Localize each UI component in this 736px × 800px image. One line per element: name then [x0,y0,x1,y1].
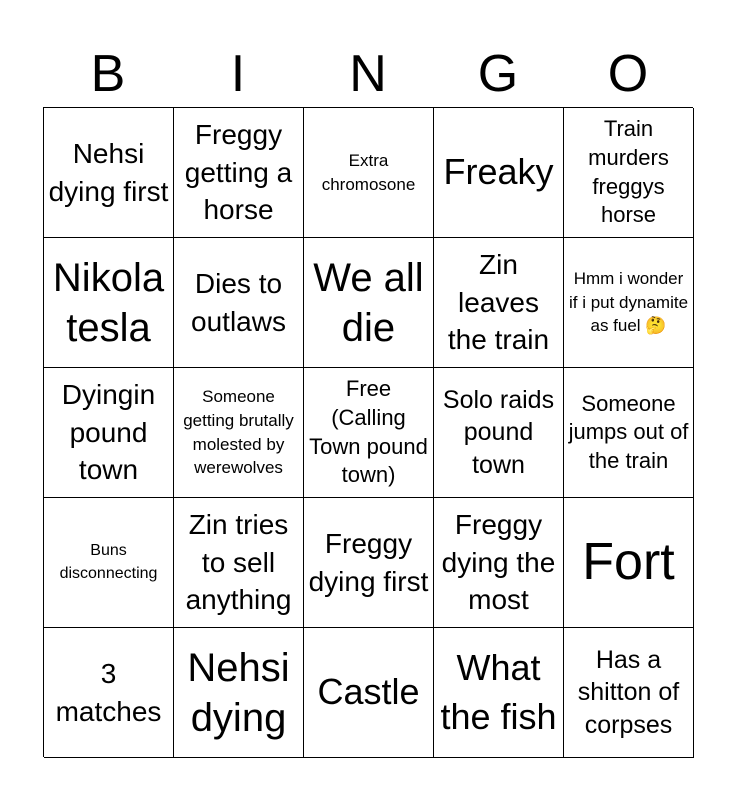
bingo-cell[interactable] [44,238,174,368]
bingo-cell-text: Has a shitton of corpses [577,645,680,739]
bingo-cell-text: 3 matches [55,657,162,727]
bingo-cell[interactable] [564,498,694,628]
bingo-cell[interactable] [304,108,434,238]
bingo-cell-text: Zin leaves the train [447,248,550,356]
bingo-cell-text: Fort [582,533,675,592]
header-letter-i: I [230,45,246,103]
bingo-cell-text: Nehsi dying [187,645,290,740]
bingo-header [43,42,693,106]
bingo-cell[interactable] [44,628,174,758]
bingo-board [43,107,693,757]
bingo-cell-text: What the fish [440,646,557,737]
bingo-cell[interactable] [564,628,694,758]
bingo-cell[interactable] [44,498,174,628]
bingo-cell[interactable] [564,368,694,498]
header-letter-b: B [90,45,126,103]
header-letter-n: N [349,45,387,103]
bingo-cell[interactable] [44,108,174,238]
bingo-cell[interactable] [304,238,434,368]
bingo-cell[interactable] [304,498,434,628]
bingo-cell-text: Freaky [443,151,554,193]
bingo-cell-text: Freggy dying first [308,527,429,597]
bingo-cell-text: Freggy dying the most [441,508,556,616]
bingo-cell[interactable] [434,368,564,498]
bingo-cell[interactable] [564,108,694,238]
bingo-cell[interactable] [304,628,434,758]
bingo-cell-text: Zin tries to sell anything [185,508,292,616]
bingo-cell-text: Dies to outlaws [191,267,286,337]
bingo-cell[interactable] [434,238,564,368]
bingo-cell[interactable] [174,628,304,758]
bingo-cell[interactable] [174,368,304,498]
bingo-cell[interactable] [434,628,564,758]
bingo-cell-text: Free (Calling Town pound town) [309,376,428,488]
bingo-cell[interactable] [564,238,694,368]
bingo-cell-text: Buns disconnecting [59,542,158,582]
bingo-cell-text: Solo raids pound town [442,385,555,479]
bingo-cell[interactable] [44,368,174,498]
bingo-cell[interactable] [174,108,304,238]
bingo-cell-text: Nehsi dying first [48,137,169,207]
bingo-cell-text: Someone jumps out of the train [568,390,689,473]
bingo-cell[interactable] [434,108,564,238]
bingo-cell-text: Extra chromosone [321,150,416,194]
bingo-cell-text: Nikola tesla [52,255,165,350]
bingo-cell[interactable] [304,368,434,498]
bingo-cell-text: Someone getting brutally molested by werewolves [183,386,294,478]
bingo-cell-text: We all die [313,255,424,350]
bingo-cell[interactable] [174,238,304,368]
bingo-cell[interactable] [174,498,304,628]
bingo-cell[interactable] [434,498,564,628]
bingo-cell-text: Dyingin pound town [61,378,156,486]
header-letter-g: G [477,45,519,103]
bingo-cell-text: Train murders freggys horse [588,116,669,228]
bingo-cell-text: Hmm i wonder if i put dynamite as fuel 🤔 [568,268,689,336]
bingo-cell-text: Freggy getting a horse [184,118,293,226]
header-letter-o: O [607,45,649,103]
bingo-cell-text: Castle [317,671,420,713]
